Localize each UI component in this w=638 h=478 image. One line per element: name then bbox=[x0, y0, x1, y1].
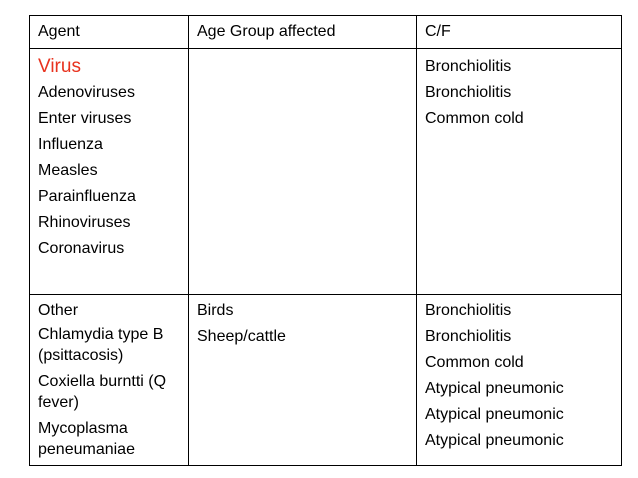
virus-agent-item: Measles bbox=[38, 162, 98, 179]
virus-cf-item: Bronchiolitis bbox=[425, 58, 512, 75]
virus-row bbox=[30, 49, 622, 295]
virus-agent-item: Enter viruses bbox=[38, 110, 132, 127]
virus-cf-item: Bronchiolitis bbox=[425, 84, 512, 101]
other-row bbox=[30, 295, 622, 466]
header-cf: C/F bbox=[417, 16, 622, 49]
other-cf-item: Atypical pneumonic bbox=[425, 380, 564, 397]
virus-age-cell bbox=[189, 49, 417, 295]
other-cf-cell bbox=[417, 295, 622, 466]
other-agent-item: Mycoplasma peneumaniae bbox=[38, 420, 135, 458]
other-cf-item: Atypical pneumonic bbox=[425, 432, 564, 449]
other-cf-item: Atypical pneumonic bbox=[425, 406, 564, 423]
other-agent-item: Coxiella burntti (Q fever) bbox=[38, 373, 167, 411]
other-age-item: Birds bbox=[197, 302, 234, 319]
header-age-group: Age Group affected bbox=[189, 16, 417, 49]
virus-cf-cell bbox=[417, 49, 622, 295]
virus-agent-item: Influenza bbox=[38, 136, 103, 153]
other-cf-item: Common cold bbox=[425, 354, 524, 371]
virus-agent-item: Adenoviruses bbox=[38, 84, 135, 101]
other-age-item: Sheep/cattle bbox=[197, 328, 286, 345]
virus-cf-item: Common cold bbox=[425, 110, 524, 127]
other-agent-cell bbox=[30, 295, 189, 466]
header-row bbox=[30, 16, 622, 49]
virus-group-label: Virus bbox=[38, 56, 81, 77]
other-agent-item: Chlamydia type B (psittacosis) bbox=[38, 326, 164, 364]
agents-table bbox=[29, 15, 622, 466]
virus-agent-item: Rhinoviruses bbox=[38, 214, 131, 231]
virus-agent-cell bbox=[30, 49, 189, 295]
header-agent: Agent bbox=[30, 16, 189, 49]
other-cf-item: Bronchiolitis bbox=[425, 302, 512, 319]
other-cf-item: Bronchiolitis bbox=[425, 328, 512, 345]
virus-agent-item: Coronavirus bbox=[38, 240, 125, 257]
other-age-cell bbox=[189, 295, 417, 466]
other-group-label: Other bbox=[38, 302, 79, 319]
virus-agent-item: Parainfluenza bbox=[38, 188, 136, 205]
